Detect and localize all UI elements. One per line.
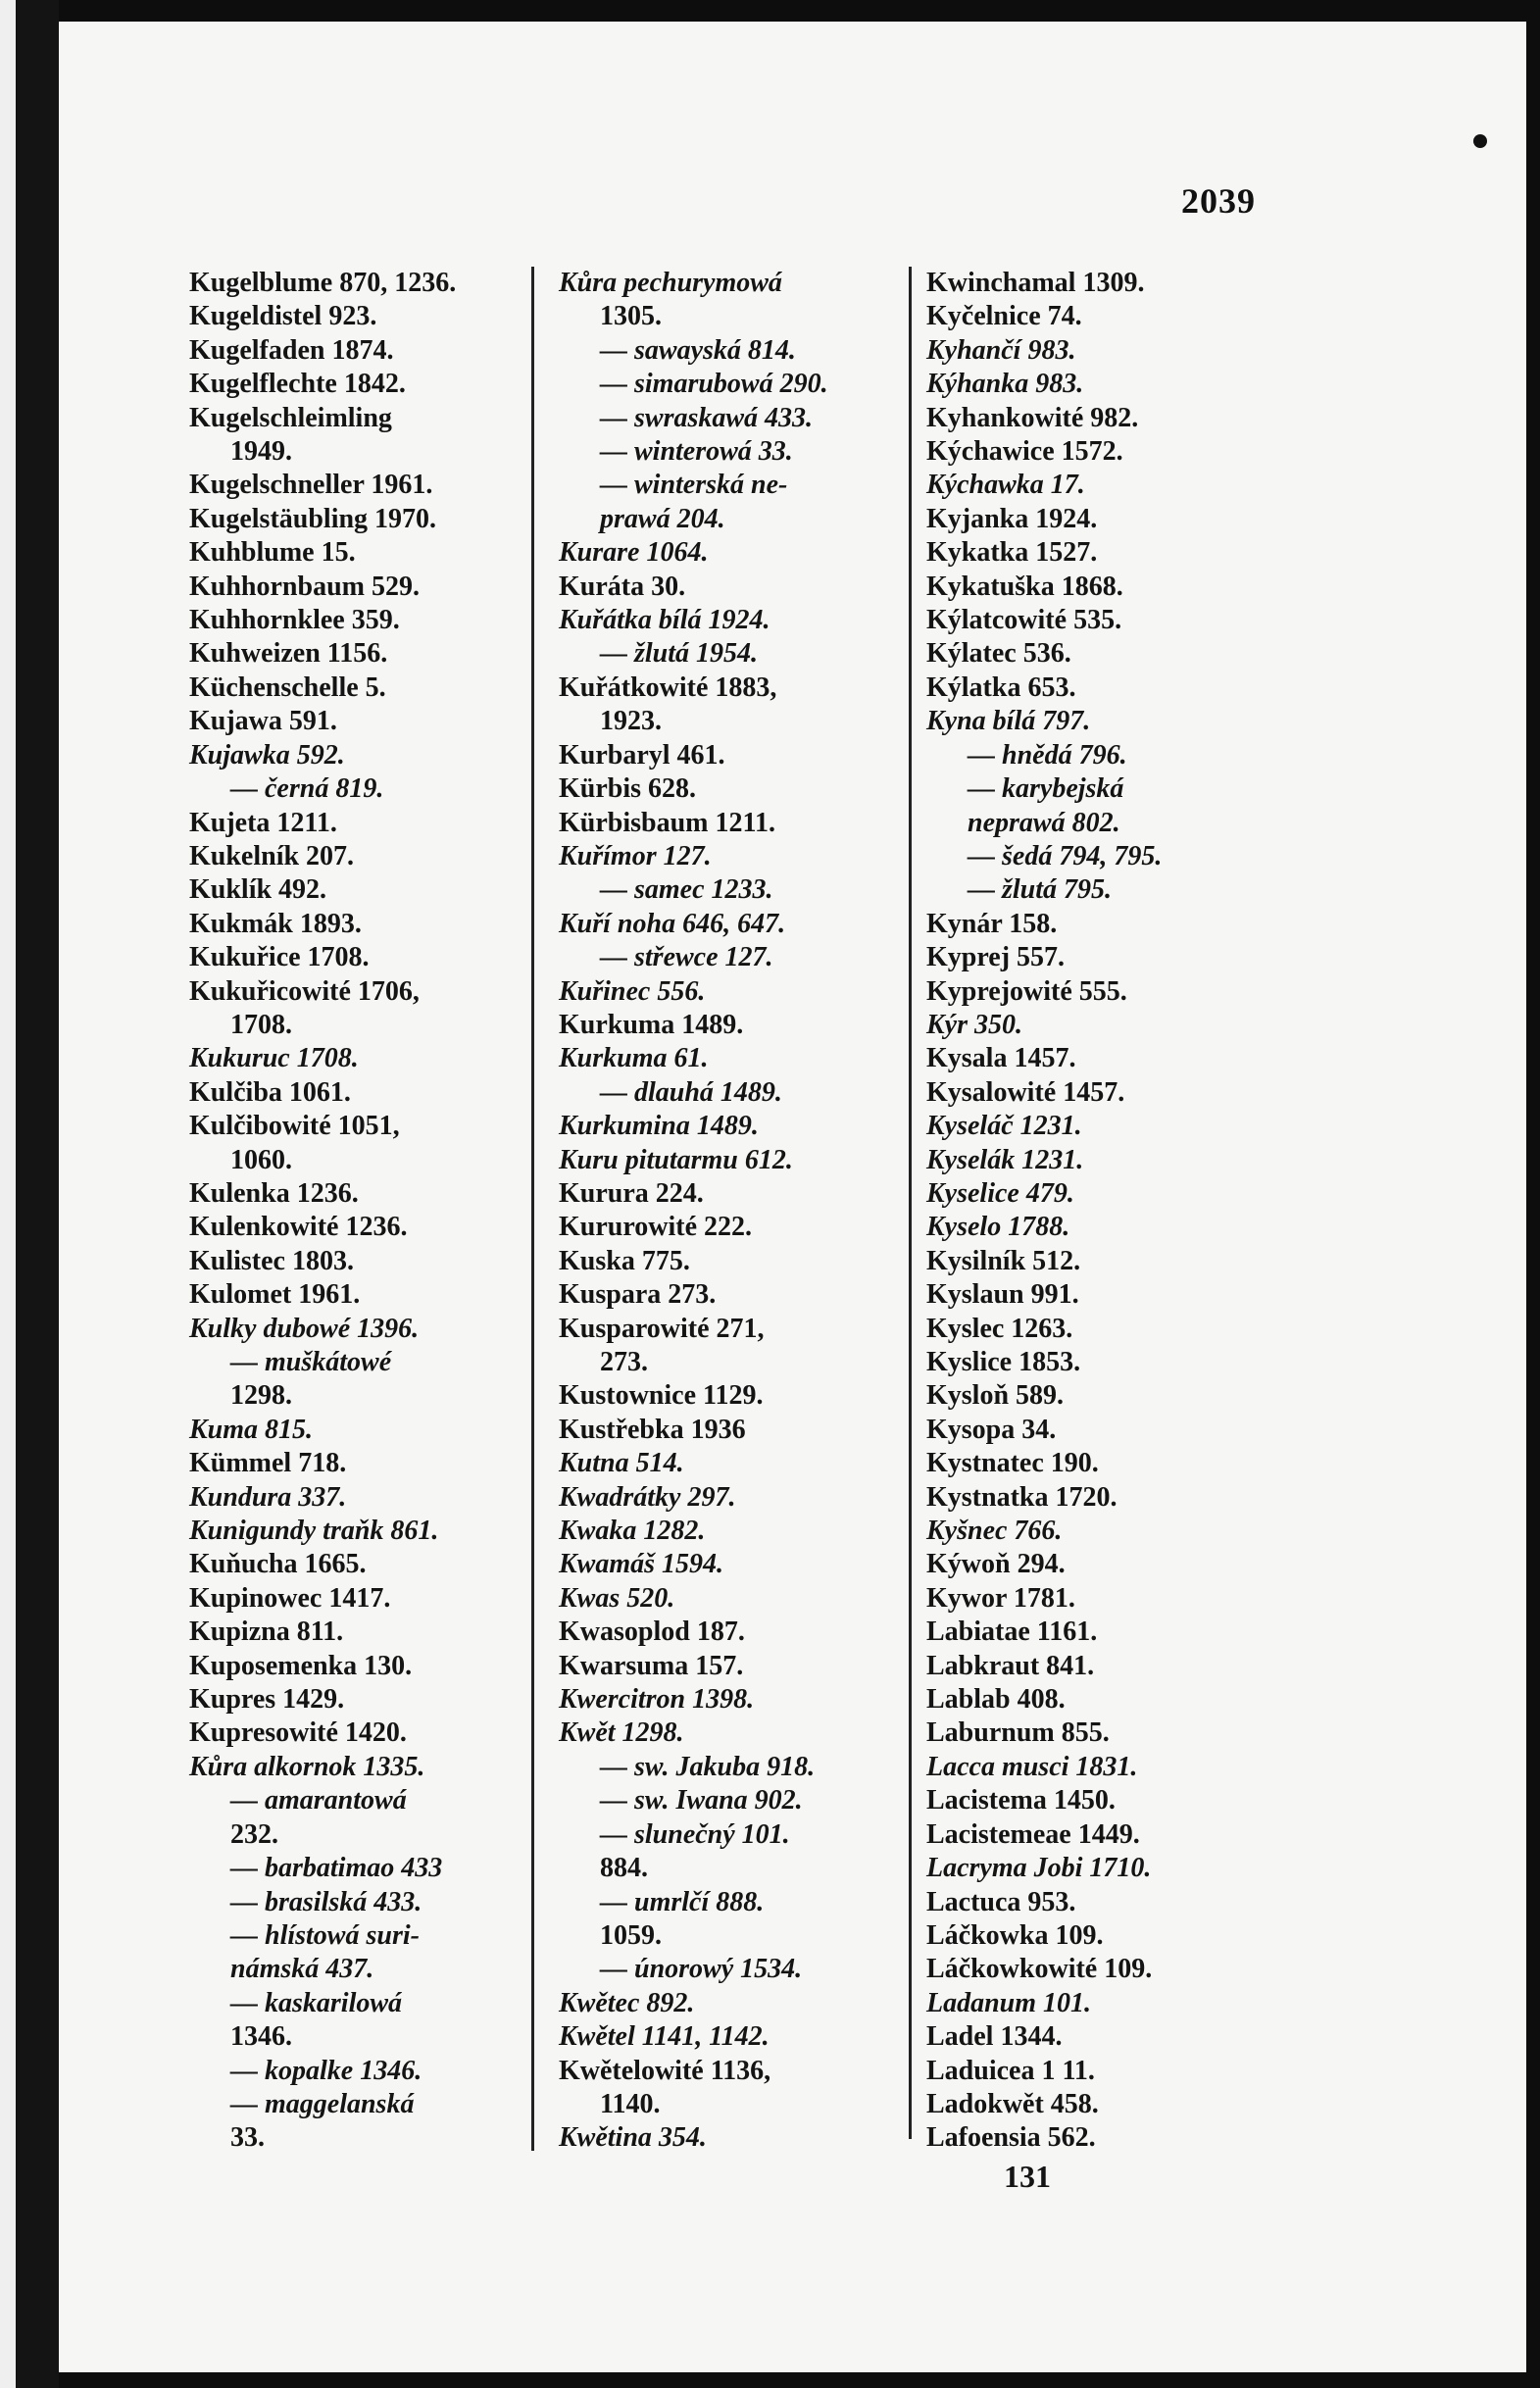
index-entry: Kwercitron 1398. — [559, 1684, 755, 1716]
index-entry: 1298. — [230, 1380, 292, 1412]
index-entry: Kupizna 811. — [189, 1617, 344, 1648]
index-entry: Kwarsuma 157. — [559, 1650, 744, 1681]
index-entry: — kopalke 1346. — [230, 2055, 422, 2086]
index-entry: Kukelník 207. — [189, 840, 355, 871]
index-entry: Küchenschelle 5. — [189, 672, 386, 703]
index-entry: Kůra pechurymowá — [559, 268, 782, 298]
index-entry: námská 437. — [230, 1954, 374, 1985]
index-entry: — dlauhá 1489. — [600, 1076, 782, 1108]
index-entry: Kystnatka 1720. — [926, 1481, 1118, 1513]
index-entry: 1060. — [230, 1144, 292, 1175]
index-entry: Kýwoň 294. — [926, 1549, 1066, 1580]
index-entry: Lacistema 1450. — [926, 1785, 1116, 1816]
index-entry: — simarubowá 290. — [600, 369, 828, 400]
index-entry: 1923. — [600, 706, 662, 737]
index-entry: — střewce 127. — [600, 942, 773, 973]
index-entry: Kukuřice 1708. — [189, 942, 370, 973]
index-entry: Kýhanka 983. — [926, 369, 1084, 400]
index-entry: Kyhankowité 982. — [926, 402, 1139, 433]
index-entry: Lablab 408. — [926, 1684, 1066, 1716]
index-entry: Kwětelowité 1136, — [559, 2055, 771, 2086]
index-entry: — sawayská 814. — [600, 334, 796, 366]
index-entry: Kynár 158. — [926, 908, 1058, 939]
index-entry: Kyselo 1788. — [926, 1212, 1070, 1243]
index-entry: Kýchawice 1572. — [926, 436, 1123, 468]
index-entry: — barbatimao 433 — [230, 1853, 443, 1884]
index-entry: — únorowý 1534. — [600, 1954, 803, 1985]
index-entry: Kuřímor 127. — [559, 840, 712, 871]
index-entry: Kuklík 492. — [189, 874, 327, 906]
index-entry: — slunečný 101. — [600, 1818, 790, 1850]
index-entry: Lacistemeae 1449. — [926, 1818, 1140, 1850]
index-entry: Kůra alkornok 1335. — [189, 1751, 425, 1782]
index-entry: Kuposemenka 130. — [189, 1650, 413, 1681]
index-entry: 1059. — [600, 1919, 662, 1951]
index-entry: Kupinowec 1417. — [189, 1582, 391, 1614]
index-entry: — umrlčí 888. — [600, 1886, 765, 1917]
index-entry: Kywor 1781. — [926, 1582, 1075, 1614]
index-entry: Kýlatec 536. — [926, 638, 1071, 670]
index-entry: Kustownice 1129. — [559, 1380, 764, 1412]
index-entry: Kulčibowité 1051, — [189, 1111, 400, 1142]
index-entry: 273. — [600, 1347, 648, 1377]
index-entry: — amarantowá — [230, 1785, 407, 1816]
index-entry: Kuňucha 1665. — [189, 1549, 367, 1580]
index-entry: Labiatae 1161. — [926, 1617, 1098, 1648]
index-entry: — karybejská — [968, 773, 1124, 805]
index-entry: Kysalowité 1457. — [926, 1076, 1125, 1108]
index-entry: Kystnatec 190. — [926, 1448, 1099, 1479]
index-column-3 — [926, 267, 1279, 2156]
index-entry: — sw. Jakuba 918. — [600, 1751, 816, 1782]
index-entry: Kukuruc 1708. — [189, 1043, 359, 1074]
index-entry: Kwětec 892. — [559, 1987, 695, 2018]
index-entry: Labkraut 841. — [926, 1650, 1095, 1681]
index-entry: Kyšnec 766. — [926, 1516, 1063, 1547]
index-entry: Láčkowkowité 109. — [926, 1954, 1153, 1985]
index-entry: Kyselice 479. — [926, 1177, 1074, 1209]
ink-dot — [1473, 134, 1487, 148]
index-entry: Kuhhornbaum 529. — [189, 571, 420, 602]
index-entry: 1949. — [230, 436, 292, 468]
index-entry: Kuhweizen 1156. — [189, 638, 388, 670]
index-entry: Kunigundy traňk 861. — [189, 1516, 439, 1547]
index-entry: Kustřebka 1936 — [559, 1414, 746, 1445]
index-entry: — brasilská 433. — [230, 1886, 422, 1917]
index-entry: Kulčiba 1061. — [189, 1076, 351, 1108]
index-entry: Kulky dubowé 1396. — [189, 1313, 420, 1344]
index-entry: Kyslice 1853. — [926, 1347, 1081, 1377]
index-entry: Kujeta 1211. — [189, 807, 337, 838]
index-entry: Kyhančí 983. — [926, 334, 1076, 366]
index-entry: — hlístowá suri- — [230, 1919, 420, 1951]
index-entry: 1346. — [230, 2021, 292, 2053]
index-entry: Ladokwět 458. — [926, 2088, 1099, 2119]
index-entry: — žlutá 795. — [968, 874, 1113, 906]
index-entry: Kurkuma 1489. — [559, 1009, 744, 1040]
index-entry: Kuspara 273. — [559, 1279, 717, 1311]
index-entry: Kümmel 718. — [189, 1448, 347, 1479]
index-entry: 1305. — [600, 301, 662, 332]
index-entry: Kuřinec 556. — [559, 975, 706, 1007]
index-entry: Kyslaun 991. — [926, 1279, 1079, 1311]
index-entry: Kulenka 1236. — [189, 1177, 359, 1209]
index-entry: Kurura 224. — [559, 1177, 704, 1209]
index-entry: Kugelblume 870, 1236. — [189, 268, 457, 298]
index-entry: — žlutá 1954. — [600, 638, 759, 670]
index-entry: Kulistec 1803. — [189, 1245, 354, 1276]
index-entry: Láčkowka 109. — [926, 1919, 1104, 1951]
index-entry: Kwamáš 1594. — [559, 1549, 724, 1580]
index-entry: — černá 819. — [230, 773, 384, 805]
index-entry: — winterowá 33. — [600, 436, 793, 468]
index-entry: 1708. — [230, 1009, 292, 1040]
index-entry: Kukmák 1893. — [189, 908, 362, 939]
page-number: 2039 — [1181, 181, 1256, 221]
document-page — [59, 22, 1526, 2372]
index-entry: 232. — [230, 1818, 278, 1850]
index-entry: Kwas 520. — [559, 1582, 675, 1614]
index-entry: Kusparowité 271, — [559, 1313, 765, 1344]
index-entry: Kugelschleimling — [189, 402, 392, 433]
index-entry: Laburnum 855. — [926, 1717, 1110, 1749]
index-entry: Kykatka 1527. — [926, 537, 1098, 569]
index-entry: Kwadrátky 297. — [559, 1481, 736, 1513]
index-entry: Kurkumina 1489. — [559, 1111, 759, 1142]
index-entry: Kuru pitutarmu 612. — [559, 1144, 793, 1175]
index-entry: Kuma 815. — [189, 1414, 314, 1445]
index-entry: Kysopa 34. — [926, 1414, 1057, 1445]
index-entry: Kyseláč 1231. — [926, 1111, 1082, 1142]
index-entry: Kugelstäubling 1970. — [189, 503, 437, 534]
index-entry: — winterská ne- — [600, 470, 788, 501]
scan-left-border — [16, 0, 59, 2388]
index-entry: 884. — [600, 1853, 648, 1884]
index-entry: Kwětel 1141, 1142. — [559, 2021, 770, 2053]
index-entry: Kyprejowité 555. — [926, 975, 1127, 1007]
index-entry: Kykatuška 1868. — [926, 571, 1123, 602]
index-entry: Kwětina 354. — [559, 2122, 707, 2154]
index-entry: Kyna bílá 797. — [926, 706, 1091, 737]
index-entry: Kürbis 628. — [559, 773, 697, 805]
index-entry: 33. — [230, 2122, 265, 2154]
index-entry: Lactuca 953. — [926, 1886, 1076, 1917]
index-entry: — muškátowé — [230, 1347, 392, 1377]
index-entry: Kýchawka 17. — [926, 470, 1085, 501]
index-column-2 — [559, 267, 917, 2156]
index-entry: Kupresowité 1420. — [189, 1717, 407, 1749]
index-entry: — sw. Iwana 902. — [600, 1785, 803, 1816]
index-entry: Kýlatcowité 535. — [926, 605, 1122, 636]
index-entry: Lafoensia 562. — [926, 2122, 1096, 2154]
index-entry: Kulomet 1961. — [189, 1279, 361, 1311]
index-entry: Kýr 350. — [926, 1009, 1022, 1040]
index-entry: Kürbisbaum 1211. — [559, 807, 775, 838]
index-entry: Kutna 514. — [559, 1448, 684, 1479]
index-entry: — hnědá 796. — [968, 739, 1127, 771]
index-column-1 — [189, 267, 542, 2156]
index-entry: Kujawka 592. — [189, 739, 345, 771]
index-entry: Kugelschneller 1961. — [189, 470, 433, 501]
index-entry: — samec 1233. — [600, 874, 773, 906]
index-entry: — kaskarilowá — [230, 1987, 403, 2018]
index-entry: Kyjanka 1924. — [926, 503, 1098, 534]
index-entry: Kyčelnice 74. — [926, 301, 1082, 332]
index-entry: Kugelfaden 1874. — [189, 334, 394, 366]
index-entry: Kurare 1064. — [559, 537, 709, 569]
index-entry: Ladanum 101. — [926, 1987, 1092, 2018]
column-divider-2 — [909, 267, 912, 2139]
index-entry: Kysala 1457. — [926, 1043, 1076, 1074]
index-entry: Kurbaryl 461. — [559, 739, 725, 771]
index-entry: Lacryma Jobi 1710. — [926, 1853, 1152, 1884]
index-entry: Kuhblume 15. — [189, 537, 356, 569]
index-entry: Kuráta 30. — [559, 571, 686, 602]
index-entry: Kujawa 591. — [189, 706, 337, 737]
index-entry: Kyslec 1263. — [926, 1313, 1073, 1344]
index-entry: 1140. — [600, 2088, 661, 2119]
index-entry: Kwaka 1282. — [559, 1516, 706, 1547]
index-entry: Ladel 1344. — [926, 2021, 1063, 2053]
index-entry: Kuhhornklee 359. — [189, 605, 400, 636]
index-entry: — swraskawá 433. — [600, 402, 814, 433]
index-entry: Kupres 1429. — [189, 1684, 345, 1716]
index-entry: Kugeldistel 923. — [189, 301, 377, 332]
index-entry: Kukuřicowité 1706, — [189, 975, 420, 1007]
index-entry: Kwět 1298. — [559, 1717, 684, 1749]
index-entry: prawá 204. — [600, 503, 725, 534]
index-entry: Kysloň 589. — [926, 1380, 1065, 1412]
index-entry: Kysilník 512. — [926, 1245, 1081, 1276]
index-entry: Kundura 337. — [189, 1481, 347, 1513]
index-entry: Kwasoplod 187. — [559, 1617, 745, 1648]
index-entry: Kururowité 222. — [559, 1212, 753, 1243]
index-entry: Lacca musci 1831. — [926, 1751, 1138, 1782]
index-entry: Kýlatka 653. — [926, 672, 1076, 703]
index-entry: — šedá 794, 795. — [968, 840, 1163, 871]
index-entry: Kuřátkowité 1883, — [559, 672, 777, 703]
scan-left-edge — [0, 0, 16, 2388]
column-divider-1 — [531, 267, 534, 2151]
index-entry: Kuřátka bílá 1924. — [559, 605, 770, 636]
index-entry: Kuska 775. — [559, 1245, 690, 1276]
index-entry: — maggelanská — [230, 2088, 415, 2119]
index-entry: Kulenkowité 1236. — [189, 1212, 408, 1243]
index-entry: Kwinchamal 1309. — [926, 268, 1145, 298]
signature-mark: 131 — [1004, 2159, 1051, 2194]
index-entry: Kyselák 1231. — [926, 1144, 1084, 1175]
index-entry: Laduicea 1 11. — [926, 2055, 1095, 2086]
index-entry: Kyprej 557. — [926, 942, 1066, 973]
index-entry: Kuří noha 646, 647. — [559, 908, 786, 939]
index-entry: Kugelflechte 1842. — [189, 369, 406, 400]
index-entry: neprawá 802. — [968, 807, 1120, 838]
index-entry: Kurkuma 61. — [559, 1043, 709, 1074]
